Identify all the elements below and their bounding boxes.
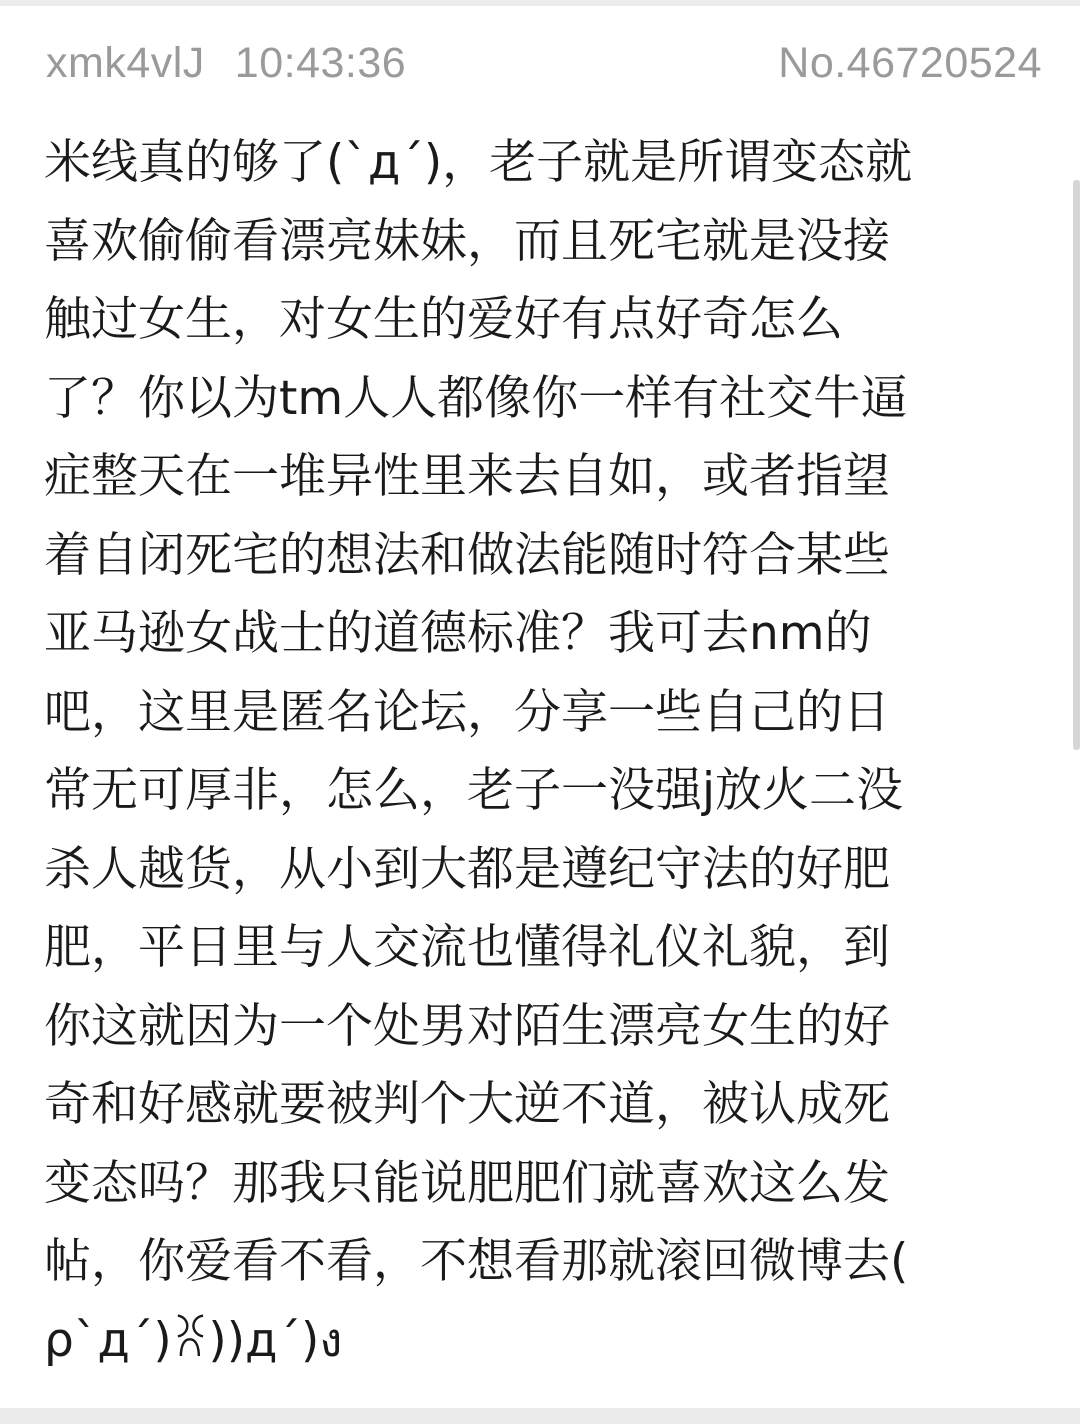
content-line: 着自闭死宅的想法和做法能随时符合某些 <box>44 527 890 583</box>
post-number[interactable]: No.46720524 <box>778 38 1042 87</box>
content-line: 常无可厚非，怎么，老子一没强j放火二没 <box>44 763 904 818</box>
content-line: 症整天在一堆异性里来去自如，或者指望 <box>44 449 890 504</box>
content-line: 喜欢偷偷看漂亮妹妹，而且死宅就是没接 <box>44 213 890 269</box>
content-line: 变态吗？那我只能说肥肥们就喜欢这么发 <box>44 1155 890 1211</box>
content-line: 亚马逊女战士的道德标准？我可去nm的 <box>44 606 872 661</box>
content-line: 了？你以为tm人人都像你一样有社交牛逼 <box>44 370 908 426</box>
post-meta <box>46 39 406 88</box>
content-line: 肥，平日里与人交流也懂得礼仪礼貌，到 <box>44 920 890 975</box>
user-id[interactable]: xmk4vlJ <box>46 38 205 87</box>
content-line: ρ`д´)ꐦ))д´)ง <box>44 1312 343 1368</box>
content-line: 奇和好感就要被判个大逆不道，被认成死 <box>44 1077 890 1132</box>
content-line: 触过女生，对女生的爱好有点好奇怎么 <box>44 292 843 347</box>
content-line: 杀人越货，从小到大都是遵纪守法的好肥 <box>44 841 890 897</box>
post-card[interactable] <box>0 6 1080 1408</box>
post-header <box>46 36 1042 90</box>
bottom-divider <box>0 1408 1080 1424</box>
post-content <box>44 124 1044 1380</box>
post-time: 10:43:36 <box>234 38 407 87</box>
content-line: 吧，这里是匿名论坛，分享一些自己的日 <box>44 684 890 740</box>
content-line: 米线真的够了(`д´)，老子就是所谓变态就 <box>44 135 913 190</box>
content-line: 帖，你爱看不看，不想看那就滚回微博去( <box>44 1234 909 1289</box>
content-line: 你这就因为一个处男对陌生漂亮女生的好 <box>44 998 890 1054</box>
scrollbar[interactable] <box>1073 180 1080 750</box>
